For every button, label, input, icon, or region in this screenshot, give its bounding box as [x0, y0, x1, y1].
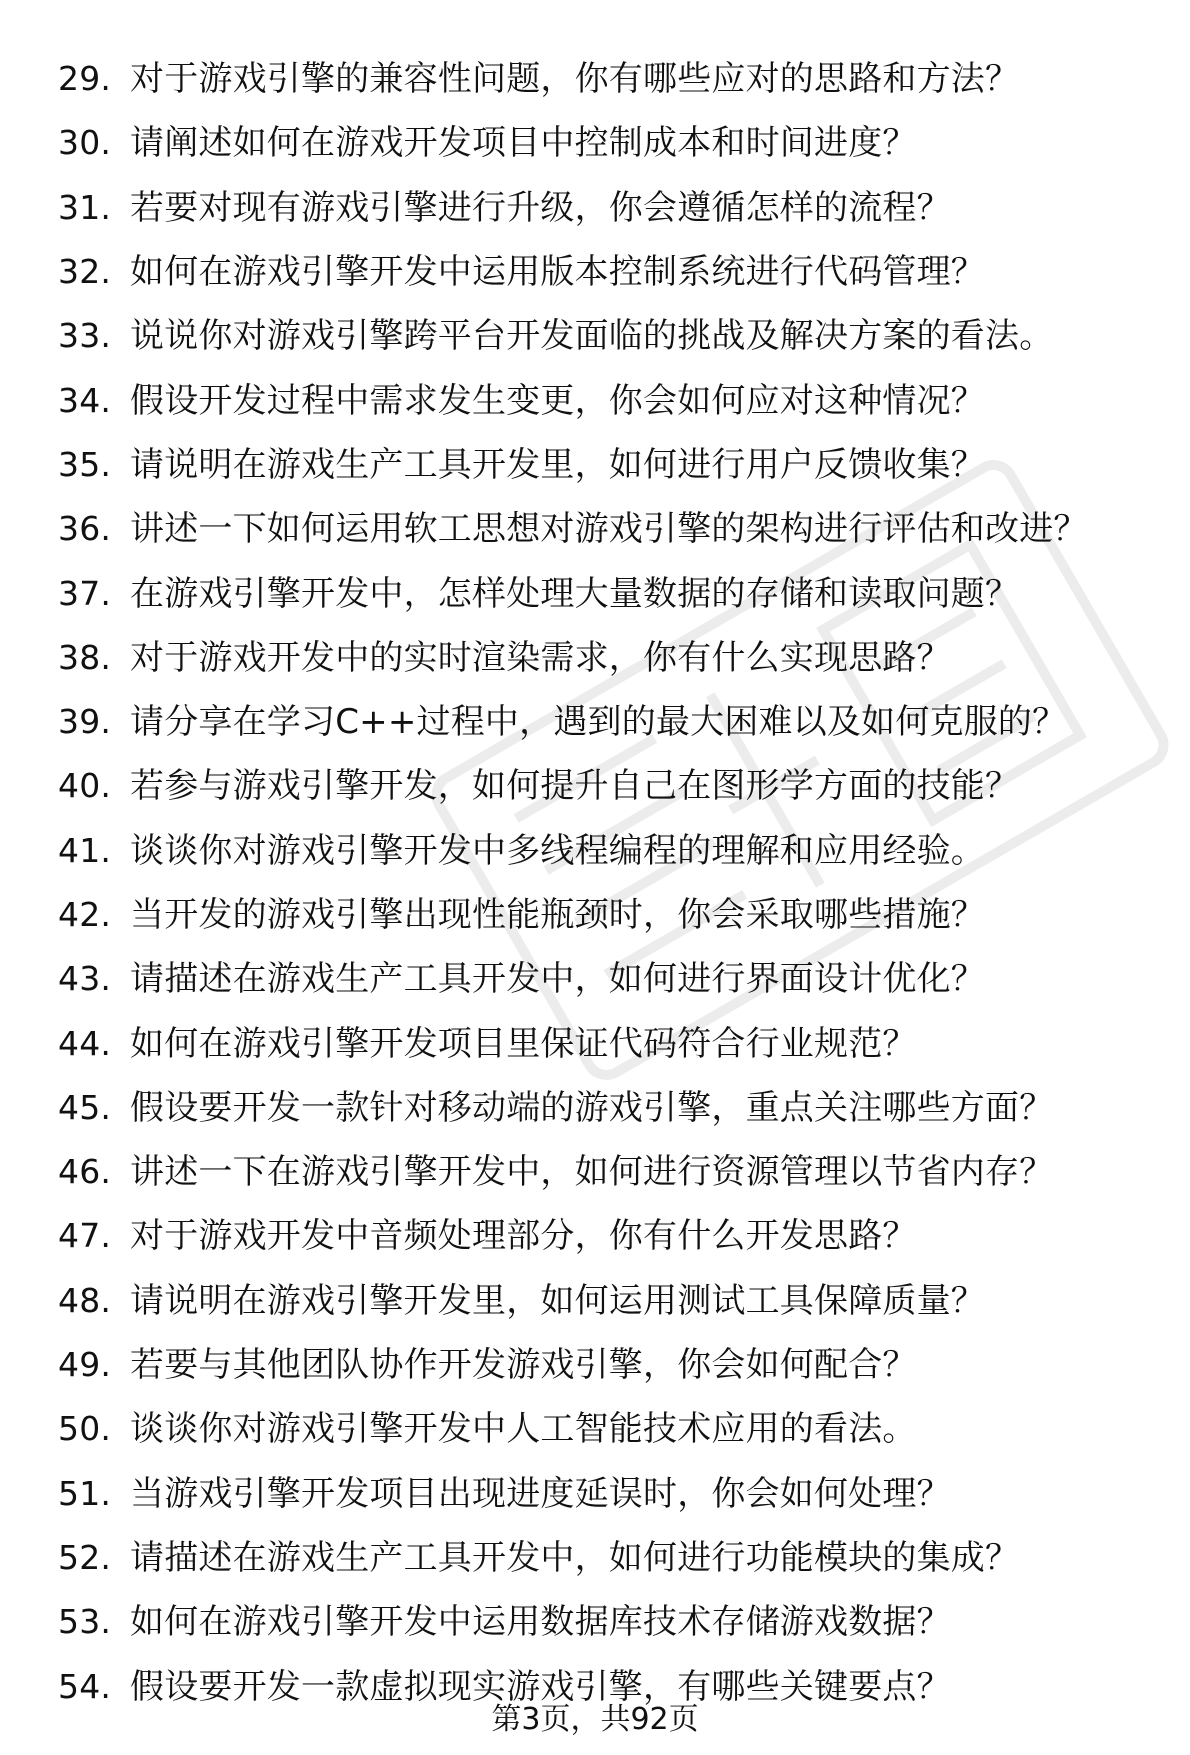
question-number: 40.: [58, 766, 112, 806]
question-item: [58, 626, 1178, 690]
question-text: 如何在游戏引擎开发中运用数据库技术存储游戏数据？: [130, 1602, 951, 1643]
question-item: [58, 111, 1178, 175]
question-number: 36.: [58, 509, 112, 549]
question-number: 54.: [58, 1666, 112, 1706]
question-item: [58, 1011, 1178, 1075]
question-number: 33.: [58, 316, 112, 356]
question-item: [58, 497, 1178, 561]
question-text: 假设要开发一款虚拟现实游戏引擎，有哪些关键要点？: [130, 1666, 951, 1707]
question-text: 请阐述如何在游戏开发项目中控制成本和时间进度？: [130, 123, 917, 164]
question-text: 请描述在游戏生产工具开发中，如何进行功能模块的集成？: [130, 1537, 1020, 1578]
question-text: 若要与其他团队协作开发游戏引擎，你会如何配合？: [130, 1345, 917, 1386]
page-footer: [0, 1700, 1190, 1740]
question-item: [58, 754, 1178, 818]
question-text: 对于游戏开发中音频处理部分，你有什么开发思路？: [130, 1216, 917, 1257]
question-text: 当游戏引擎开发项目出现进度延误时，你会如何处理？: [130, 1473, 951, 1514]
question-number: 29.: [58, 59, 112, 99]
question-item: [58, 690, 1178, 754]
question-item: [58, 304, 1178, 368]
question-number: 30.: [58, 123, 112, 163]
question-text: 请说明在游戏生产工具开发里，如何进行用户反馈收集？: [130, 444, 985, 485]
question-number: 48.: [58, 1280, 112, 1320]
question-text: 讲述一下在游戏引擎开发中，如何进行资源管理以节省内存？: [130, 1152, 1054, 1193]
question-text: 如何在游戏引擎开发中运用版本控制系统进行代码管理？: [130, 252, 985, 293]
question-number: 44.: [58, 1023, 112, 1063]
question-item: [58, 883, 1178, 947]
question-number: 42.: [58, 895, 112, 934]
question-number: 35.: [58, 444, 112, 484]
question-item: [58, 947, 1178, 1011]
question-text: 请描述在游戏生产工具开发中，如何进行界面设计优化？: [130, 959, 985, 1000]
question-number: 45.: [58, 1087, 112, 1127]
question-item: [58, 47, 1178, 111]
question-number: 46.: [58, 1152, 112, 1192]
question-text: 假设开发过程中需求发生变更，你会如何应对这种情况？: [130, 380, 985, 421]
question-text: 谈谈你对游戏引擎开发中人工智能技术应用的看法。: [130, 1409, 917, 1450]
question-item: [58, 1526, 1178, 1590]
question-item: [58, 1590, 1178, 1654]
question-item: [58, 1462, 1178, 1526]
page-number-label: 第3页，共92页: [491, 1702, 699, 1737]
question-text: 对于游戏开发中的实时渲染需求，你有什么实现思路？: [130, 637, 951, 678]
question-text: 请分享在学习C++过程中，遇到的最大困难以及如何克服的？: [130, 702, 1067, 743]
question-text: 若参与游戏引擎开发，如何提升自己在图形学方面的技能？: [130, 766, 1020, 807]
question-item: [58, 1397, 1178, 1461]
question-item: [58, 240, 1178, 304]
question-text: 请说明在游戏引擎开发里，如何运用测试工具保障质量？: [130, 1280, 985, 1321]
question-item: [58, 1140, 1178, 1204]
question-text: 谈谈你对游戏引擎开发中多线程编程的理解和应用经验。: [130, 830, 985, 871]
question-number: 31.: [58, 187, 112, 227]
question-item: [58, 368, 1178, 432]
question-number: 47.: [58, 1216, 112, 1256]
question-number: 52.: [58, 1537, 112, 1577]
question-item: [58, 1204, 1178, 1268]
question-item: [58, 433, 1178, 497]
question-number: 37.: [58, 573, 112, 613]
question-number: 41.: [58, 830, 112, 870]
question-number: 34.: [58, 380, 112, 420]
question-item: [58, 1076, 1178, 1140]
question-item: [58, 1269, 1178, 1333]
question-number: 38.: [58, 637, 112, 677]
question-list: [58, 47, 1178, 1719]
question-number: 50.: [58, 1409, 112, 1449]
question-number: 49.: [58, 1345, 112, 1385]
question-text: 说说你对游戏引擎跨平台开发面临的挑战及解决方案的看法。: [130, 316, 1054, 357]
question-number: 51.: [58, 1473, 112, 1513]
question-number: 43.: [58, 959, 112, 999]
question-text: 如何在游戏引擎开发项目里保证代码符合行业规范？: [130, 1023, 917, 1064]
question-text: 对于游戏引擎的兼容性问题，你有哪些应对的思路和方法？: [130, 59, 1020, 100]
question-number: 39.: [58, 702, 112, 742]
question-item: [58, 561, 1178, 625]
question-text: 讲述一下如何运用软工思想对游戏引擎的架构进行评估和改进？: [130, 509, 1088, 550]
question-item: [58, 176, 1178, 240]
question-text: 若要对现有游戏引擎进行升级，你会遵循怎样的流程？: [130, 187, 951, 228]
question-number: 53.: [58, 1602, 112, 1642]
question-item: [58, 1333, 1178, 1397]
question-item: [58, 819, 1178, 883]
question-number: 32.: [58, 252, 112, 292]
question-text: 假设要开发一款针对移动端的游戏引擎，重点关注哪些方面？: [130, 1087, 1054, 1128]
question-text: 在游戏引擎开发中，怎样处理大量数据的存储和读取问题？: [130, 573, 1020, 614]
question-text: 当开发的游戏引擎出现性能瓶颈时，你会采取哪些措施？: [130, 895, 985, 935]
